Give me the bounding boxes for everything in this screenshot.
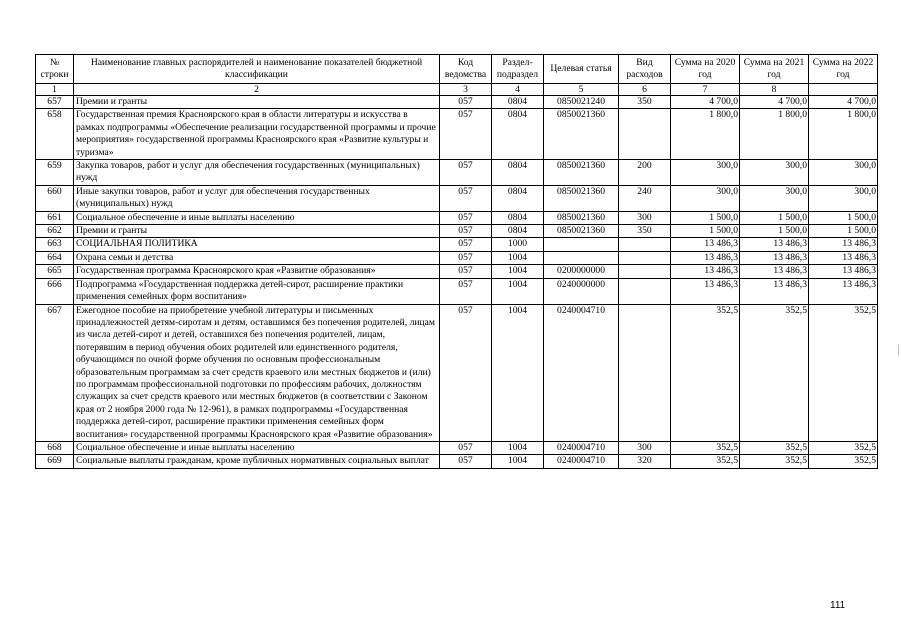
page-number: 111 — [830, 600, 846, 611]
expense-type: 200 — [619, 160, 671, 186]
row-name: Ежегодное пособие на приобретение учебной литературы и письменных принадлежностей детям-сиротам и детям, оставшимся без попечения родителей, лицам из числа детей-сирот и детей, оставшихся без попечения родителей, лицам, потерявшим в период обучения обоих родителей или единственного родителя, обучающимся по очной форме обучения по основным профессиональным образовательным программам за счет средств краевого или местных бюджетов и (или) по программам профессиональной подготовки по профессиям рабочих, должностям служащих за счет средств краевого или местных бюджетов (в соответствии с Законом края от 2 ноября 2000 года № 12-961), в рамках подпрограммы «Государственная поддержка детей-сирот, расширение практики применения семейных форм воспитания» государственной программы Красноярского края «Развитие образования» — [74, 304, 440, 441]
target-article: 0850021240 — [544, 96, 619, 109]
target-article — [544, 238, 619, 251]
row-name: Премии и гранты — [74, 225, 440, 238]
table-row — [36, 109, 878, 160]
expense-type: 350 — [619, 225, 671, 238]
section-code: 0804 — [492, 160, 544, 186]
department-code: 057 — [440, 185, 492, 211]
column-index: 8 — [740, 84, 809, 96]
expense-type — [619, 238, 671, 251]
target-article: 0200000000 — [544, 265, 619, 278]
header-row — [36, 55, 878, 84]
section-code: 1004 — [492, 441, 544, 454]
row-name: Премии и гранты — [74, 96, 440, 109]
sum-2022: 1 800,0 — [809, 109, 878, 160]
scan-edge-mark — [898, 345, 899, 355]
sum-2020: 1 500,0 — [671, 225, 740, 238]
section-code: 1000 — [492, 238, 544, 251]
sum-2022: 13 486,3 — [809, 238, 878, 251]
header-sum-2022: Сумма на 2022 год — [809, 55, 878, 84]
department-code: 057 — [440, 96, 492, 109]
header-sum-2020: Сумма на 2020 год — [671, 55, 740, 84]
column-index: 5 — [544, 84, 619, 96]
sum-2022: 300,0 — [809, 160, 878, 186]
table-row — [36, 96, 878, 109]
sum-2021: 300,0 — [740, 160, 809, 186]
sum-2022: 4 700,0 — [809, 96, 878, 109]
target-article: 0850021360 — [544, 225, 619, 238]
sum-2022: 13 486,3 — [809, 265, 878, 278]
sum-2020: 352,5 — [671, 441, 740, 454]
target-article — [544, 251, 619, 264]
sum-2020: 352,5 — [671, 455, 740, 468]
department-code: 057 — [440, 211, 492, 224]
department-code: 057 — [440, 238, 492, 251]
expense-type — [619, 109, 671, 160]
section-code: 1004 — [492, 304, 544, 441]
header-section: Раздел-подраздел — [492, 55, 544, 84]
sum-2021: 300,0 — [740, 185, 809, 211]
row-name: Иные закупки товаров, работ и услуг для обеспечения государственных (муниципальных) нужд — [74, 185, 440, 211]
section-code: 1004 — [492, 265, 544, 278]
header-department-code: Код ведомства — [440, 55, 492, 84]
department-code: 057 — [440, 455, 492, 468]
sum-2022: 352,5 — [809, 441, 878, 454]
header-name: Наименование главных распорядителей и наименование показателей бюджетной классификации — [74, 55, 440, 84]
row-number: 657 — [36, 96, 74, 109]
row-number: 663 — [36, 238, 74, 251]
sum-2020: 13 486,3 — [671, 251, 740, 264]
header-target-article: Целевая статья — [544, 55, 619, 84]
section-code: 0804 — [492, 185, 544, 211]
table-row — [36, 441, 878, 454]
expense-type: 350 — [619, 96, 671, 109]
row-number: 668 — [36, 441, 74, 454]
department-code: 057 — [440, 278, 492, 304]
sum-2021: 13 486,3 — [740, 265, 809, 278]
department-code: 057 — [440, 109, 492, 160]
target-article: 0850021360 — [544, 185, 619, 211]
table-row — [36, 251, 878, 264]
row-number: 658 — [36, 109, 74, 160]
expense-type — [619, 251, 671, 264]
sum-2022: 1 500,0 — [809, 211, 878, 224]
expense-type — [619, 304, 671, 441]
row-number: 661 — [36, 211, 74, 224]
target-article: 0850021360 — [544, 211, 619, 224]
section-code: 0804 — [492, 225, 544, 238]
row-name: Охрана семьи и детства — [74, 251, 440, 264]
department-code: 057 — [440, 225, 492, 238]
table-row — [36, 265, 878, 278]
sum-2020: 13 486,3 — [671, 278, 740, 304]
expense-type: 320 — [619, 455, 671, 468]
column-index — [809, 84, 878, 96]
sum-2021: 352,5 — [740, 304, 809, 441]
sum-2021: 13 486,3 — [740, 238, 809, 251]
expense-type: 240 — [619, 185, 671, 211]
target-article: 0240000000 — [544, 278, 619, 304]
sum-2021: 1 500,0 — [740, 211, 809, 224]
sum-2022: 1 500,0 — [809, 225, 878, 238]
column-index-row — [36, 84, 878, 96]
table-row — [36, 211, 878, 224]
expense-type: 300 — [619, 211, 671, 224]
section-code: 1004 — [492, 251, 544, 264]
row-name: СОЦИАЛЬНАЯ ПОЛИТИКА — [74, 238, 440, 251]
table-row — [36, 185, 878, 211]
sum-2020: 13 486,3 — [671, 265, 740, 278]
budget-table — [35, 54, 878, 469]
section-code: 0804 — [492, 109, 544, 160]
sum-2022: 13 486,3 — [809, 278, 878, 304]
sum-2020: 4 700,0 — [671, 96, 740, 109]
row-number: 667 — [36, 304, 74, 441]
expense-type: 300 — [619, 441, 671, 454]
header-row-number: № строки — [36, 55, 74, 84]
section-code: 1004 — [492, 455, 544, 468]
expense-type — [619, 278, 671, 304]
header-expense-type: Вид расходов — [619, 55, 671, 84]
row-number: 665 — [36, 265, 74, 278]
target-article: 0240004710 — [544, 455, 619, 468]
sum-2021: 13 486,3 — [740, 278, 809, 304]
expense-type — [619, 265, 671, 278]
sum-2021: 13 486,3 — [740, 251, 809, 264]
row-number: 659 — [36, 160, 74, 186]
row-number: 666 — [36, 278, 74, 304]
row-name: Закупка товаров, работ и услуг для обеспечения государственных (муниципальных) нужд — [74, 160, 440, 186]
target-article: 0240004710 — [544, 304, 619, 441]
department-code: 057 — [440, 304, 492, 441]
column-index: 4 — [492, 84, 544, 96]
table-row — [36, 160, 878, 186]
department-code: 057 — [440, 265, 492, 278]
sum-2020: 352,5 — [671, 304, 740, 441]
row-name: Подпрограмма «Государственная поддержка детей-сирот, расширение практики применения семейных форм воспитания» — [74, 278, 440, 304]
table-row — [36, 304, 878, 441]
sum-2020: 1 800,0 — [671, 109, 740, 160]
table-row — [36, 225, 878, 238]
department-code: 057 — [440, 441, 492, 454]
sum-2020: 13 486,3 — [671, 238, 740, 251]
row-name: Государственная программа Красноярского края «Развитие образования» — [74, 265, 440, 278]
row-name: Государственная премия Красноярского края в области литературы и искусства в рамках подпрограммы «Обеспечение реализации государственной программы и прочие мероприятия» государственной программы Красноярского края «Развитие культуры и туризма» — [74, 109, 440, 160]
sum-2021: 352,5 — [740, 441, 809, 454]
target-article: 0850021360 — [544, 160, 619, 186]
sum-2021: 1 500,0 — [740, 225, 809, 238]
target-article: 0240004710 — [544, 441, 619, 454]
sum-2022: 300,0 — [809, 185, 878, 211]
column-index: 1 — [36, 84, 74, 96]
row-number: 664 — [36, 251, 74, 264]
target-article: 0850021360 — [544, 109, 619, 160]
table-row — [36, 455, 878, 468]
section-code: 0804 — [492, 211, 544, 224]
sum-2021: 4 700,0 — [740, 96, 809, 109]
sum-2021: 352,5 — [740, 455, 809, 468]
header-sum-2021: Сумма на 2021 год — [740, 55, 809, 84]
sum-2022: 352,5 — [809, 455, 878, 468]
column-index: 7 — [671, 84, 740, 96]
sum-2021: 1 800,0 — [740, 109, 809, 160]
row-name: Социальные выплаты гражданам, кроме публичных нормативных социальных выплат — [74, 455, 440, 468]
column-index: 6 — [619, 84, 671, 96]
sum-2020: 300,0 — [671, 160, 740, 186]
sum-2020: 300,0 — [671, 185, 740, 211]
row-name: Социальное обеспечение и иные выплаты населению — [74, 441, 440, 454]
row-name: Социальное обеспечение и иные выплаты населению — [74, 211, 440, 224]
row-number: 669 — [36, 455, 74, 468]
column-index: 3 — [440, 84, 492, 96]
column-index: 2 — [74, 84, 440, 96]
sum-2022: 352,5 — [809, 304, 878, 441]
row-number: 662 — [36, 225, 74, 238]
table-row — [36, 238, 878, 251]
department-code: 057 — [440, 160, 492, 186]
table-row — [36, 278, 878, 304]
section-code: 0804 — [492, 96, 544, 109]
sum-2020: 1 500,0 — [671, 211, 740, 224]
sum-2022: 13 486,3 — [809, 251, 878, 264]
row-number: 660 — [36, 185, 74, 211]
department-code: 057 — [440, 251, 492, 264]
section-code: 1004 — [492, 278, 544, 304]
